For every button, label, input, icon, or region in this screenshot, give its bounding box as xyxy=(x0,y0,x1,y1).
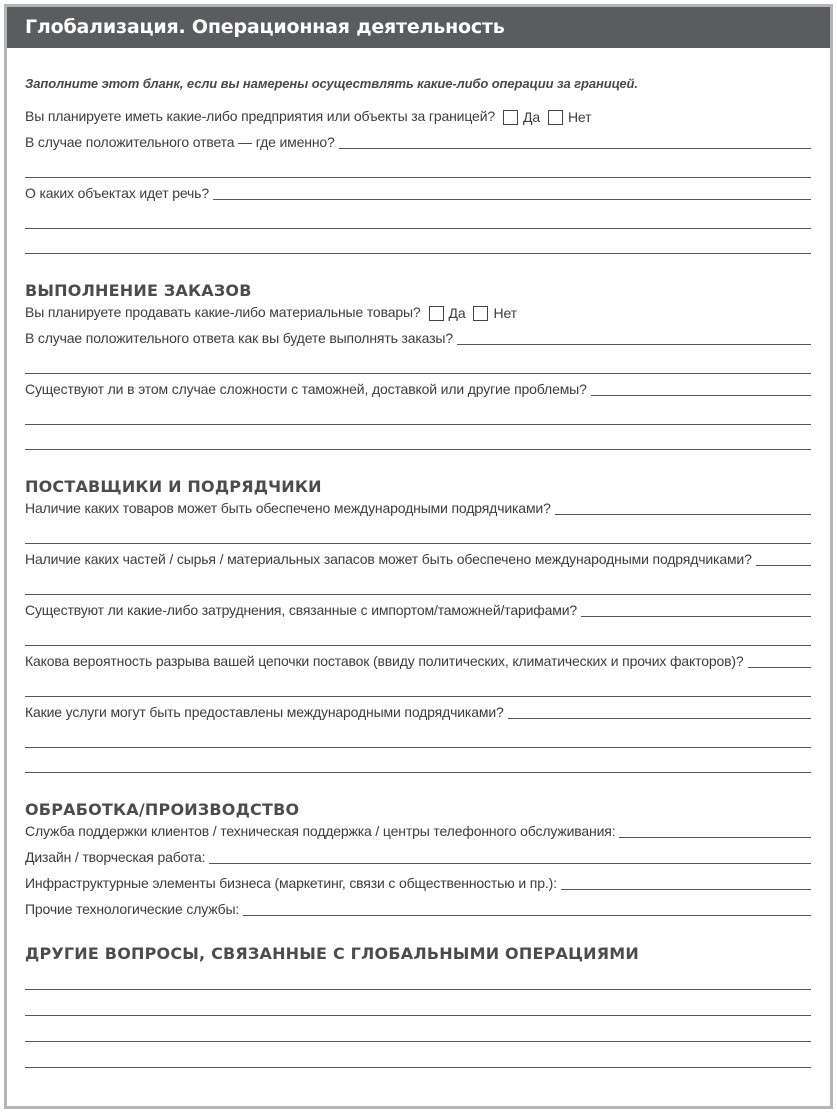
answer-line[interactable] xyxy=(209,862,811,864)
answer-line[interactable] xyxy=(243,914,811,916)
question-fulfill-orders xyxy=(25,323,811,349)
answer-line[interactable] xyxy=(25,672,811,697)
answer-line[interactable] xyxy=(25,519,811,544)
question-label: Вы планируете продавать какие-либо материальные товары? xyxy=(25,304,421,320)
question-customs-issues xyxy=(25,374,811,400)
question-label: Существуют ли в этом случае сложности с таможней, доставкой или другие проблемы? xyxy=(25,381,587,397)
question-other-tech xyxy=(25,894,811,920)
answer-line[interactable] xyxy=(591,394,811,396)
question-where xyxy=(25,127,811,153)
question-label: Вы планируете иметь какие-либо предприятия или объекты за границей? xyxy=(25,108,495,124)
page-title: Глобализация. Операционная деятельность xyxy=(7,7,830,48)
yes-checkbox[interactable] xyxy=(503,110,518,125)
form-content xyxy=(25,48,811,1068)
question-label: Прочие технологические службы: xyxy=(25,901,240,917)
answer-line[interactable] xyxy=(25,204,811,229)
answer-line[interactable] xyxy=(748,666,811,668)
question-infrastructure xyxy=(25,868,811,894)
question-supply-chain-risk xyxy=(25,646,811,672)
answer-line[interactable] xyxy=(25,1042,811,1068)
section-title-processing: ОБРАБОТКА/ПРОИЗВОДСТВО xyxy=(25,800,300,819)
answer-line[interactable] xyxy=(25,1016,811,1042)
question-label: Наличие каких товаров может быть обеспечено международными подрядчиками? xyxy=(25,500,551,516)
question-label: В случае положительного ответа — где именно? xyxy=(25,134,335,150)
answer-line[interactable] xyxy=(25,153,811,178)
answer-line[interactable] xyxy=(457,343,811,345)
answer-line[interactable] xyxy=(213,198,811,200)
question-import-difficulties xyxy=(25,595,811,621)
question-sell-goods xyxy=(25,301,811,323)
question-which-objects xyxy=(25,178,811,204)
answer-line[interactable] xyxy=(619,836,811,838)
answer-line[interactable] xyxy=(25,964,811,990)
answer-line[interactable] xyxy=(581,615,811,617)
answer-line[interactable] xyxy=(25,990,811,1016)
intro-text: Заполните этот бланк, если вы намерены осуществлять какие-либо операции за границей. xyxy=(25,76,638,91)
question-foreign-facilities xyxy=(25,101,811,127)
answer-line[interactable] xyxy=(561,888,811,890)
answer-line[interactable] xyxy=(25,570,811,595)
answer-line[interactable] xyxy=(25,400,811,425)
answer-line[interactable] xyxy=(25,229,811,254)
section-title-fulfillment: ВЫПОЛНЕНИЕ ЗАКАЗОВ xyxy=(25,281,252,300)
question-label: Дизайн / творческая работа: xyxy=(25,849,206,865)
question-label: Служба поддержки клиентов / техническая поддержка / центры телефонного обслуживания: xyxy=(25,823,616,839)
question-customer-support xyxy=(25,820,811,842)
no-label: Нет xyxy=(567,109,592,125)
no-checkbox[interactable] xyxy=(473,306,488,321)
question-label: Наличие каких частей / сырья / материальных запасов может быть обеспечено международными подрядчиками? xyxy=(25,551,752,567)
answer-line[interactable] xyxy=(555,513,811,515)
answer-line[interactable] xyxy=(756,564,811,566)
answer-line[interactable] xyxy=(25,748,811,773)
question-label: Инфраструктурные элементы бизнеса (маркетинг, связи с общественностью и пр.): xyxy=(25,875,557,891)
answer-line[interactable] xyxy=(339,147,811,149)
section-title-other: ДРУГИЕ ВОПРОСЫ, СВЯЗАННЫЕ С ГЛОБАЛЬНЫМИ ОПЕРАЦИЯМИ xyxy=(25,944,639,963)
yes-label: Да xyxy=(448,305,466,321)
question-label: О каких объектах идет речь? xyxy=(25,185,209,201)
no-checkbox[interactable] xyxy=(548,110,563,125)
answer-line[interactable] xyxy=(25,425,811,450)
question-label: Какова вероятность разрыва вашей цепочки поставок (ввиду политических, климатических и прочих факторов)? xyxy=(25,653,744,669)
yes-label: Да xyxy=(523,109,540,125)
answer-line[interactable] xyxy=(25,349,811,374)
question-label: В случае положительного ответа как вы будете выполнять заказы? xyxy=(25,330,453,346)
question-label: Какие услуги могут быть предоставлены международными подрядчиками? xyxy=(25,704,504,720)
yes-checkbox[interactable] xyxy=(429,306,444,321)
question-label: Существуют ли какие-либо затруднения, связанные с импортом/таможней/тарифами? xyxy=(25,602,578,618)
answer-line[interactable] xyxy=(25,723,811,748)
question-intl-goods xyxy=(25,497,811,519)
form-page xyxy=(4,4,833,1109)
question-intl-services xyxy=(25,697,811,723)
no-label: Нет xyxy=(493,305,517,321)
answer-line[interactable] xyxy=(25,621,811,646)
answer-line[interactable] xyxy=(508,717,811,719)
section-title-suppliers: ПОСТАВЩИКИ И ПОДРЯДЧИКИ xyxy=(25,477,322,496)
question-intl-parts xyxy=(25,544,811,570)
question-design xyxy=(25,842,811,868)
